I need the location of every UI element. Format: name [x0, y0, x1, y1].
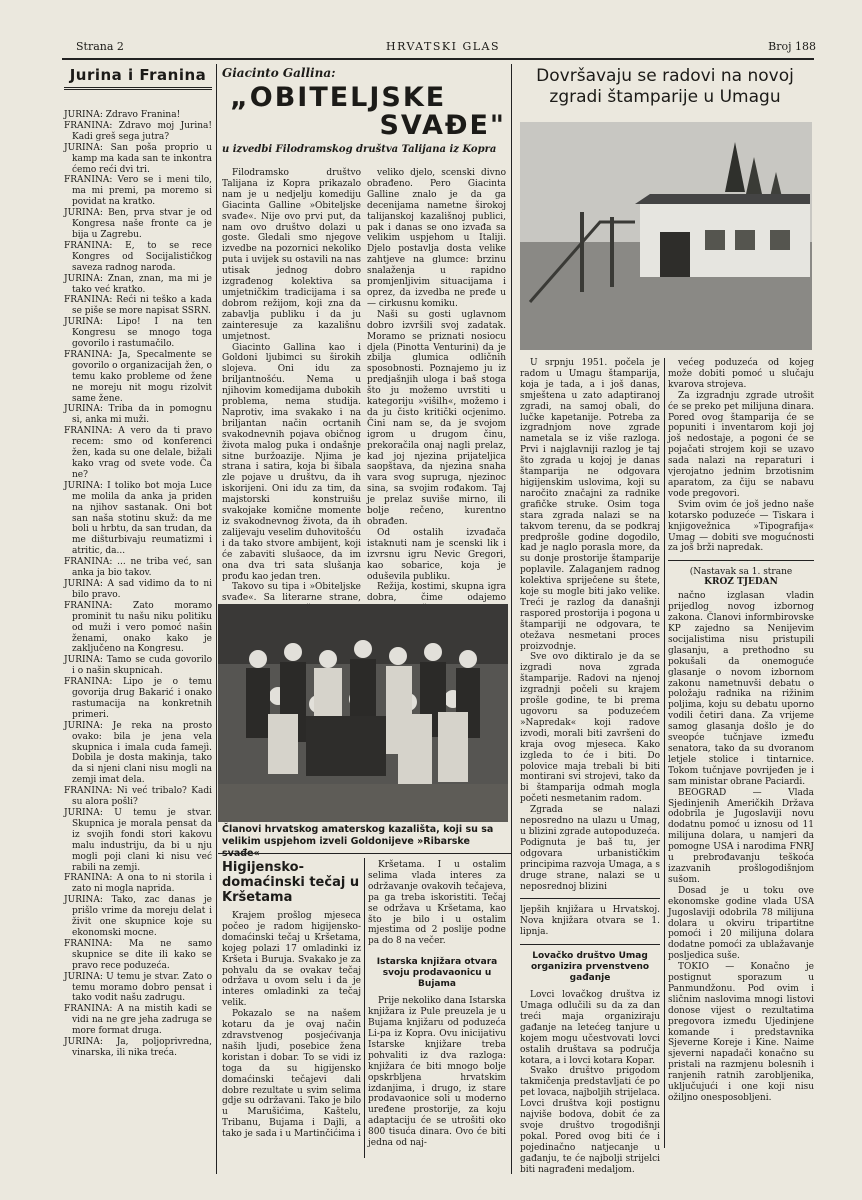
paragraph: JURINA: Zdravo Franina!	[64, 110, 181, 120]
paragraph: Sve ovo diktiralo je da se izgradi nova zgrada štamparije. Radovi na njenoj izgradnji počeli su krajem prošle godine, te bi prema ugovoru sa poduzećem »Napredak« koji radove izvodi, morali biti završeni do kraja ovog mjeseca. Kako izgleda to će i biti. Do polovice maja trebali bi biti montirani svi strojevi, tako da bi štamparija odmah mogla početi nesmetanim radom.	[520, 652, 660, 805]
paragraph: JURINA: Je reka na prosto ovako: bila je jena vela skupnica i imala cuda famejì. Dobila je dosta makinja, tako da si njeni clani nisu mogli na zemji imat dela.	[64, 720, 212, 786]
column-title: Jurina i Franina	[64, 66, 212, 90]
paragraph: Naši su gosti uglavnom dobro izvršili svoj zadatak. Moramo se priznati nosiocu djela (Pinotta Venturini) da je zbilja glumica odličnih sposobnosti. Poznajemo ju iz predjašnjih uloga i baš stoga što ju možemo uvrstiti u kategoriju »višilh«, možemo i da ju čisto kritički ocjenimo. Čini nam se, da je svojom igrom u drugom činu, prekoračila onaj nagli prelaz, kad joj njezina prijateljica saopštava, da njezina snaha vara svog supruga, njezinoc sina, sa svojim rođakom. Taj je prelaz suviše mirno, ili bolje rečeno, kurentno obrađen.	[367, 309, 506, 527]
paragraph: JURINA: Znan, znan, ma mi je tako već kratko.	[64, 273, 212, 295]
paragraph: JURINA: Ja, poljoprivredna, vinarska, ili nika treća.	[64, 1037, 212, 1058]
paragraph: načno izglasan vladin prijedlog novog izbornog zakona. Članovi informbirovske KP zajedno sa Nenijevim socijalistima nisu pristupili glasanju, a prethodno su pokušali da onemoguće glasanje o novom izbornom zakonu nametnuvši debatu o položaju radnika na rižinim poljima, koju su debatu uporno vodili četiri dana. Za vrijeme samog glasanja došlo je do sveopće tučnjave između senatora, tako da su dvoranom letjele stolice i tintarnice. Tokom tučnjave povrijeđen je i sam ministar obrane Paciardi.	[668, 591, 814, 787]
photo-caption: Članovi hrvatskog amaterskog kazališta, koji su sa velikim uspjehom izveli Goldonijeve »Ribarske	[222, 824, 494, 847]
paragraph: FRANINA: E, to se rece Kongres od Socijalističkog saveza radnog naroda.	[64, 240, 212, 273]
paragraph: FRANINA: Vero se i meni tilo, ma mi premi, pa moremo si povidat na kratko.	[64, 175, 212, 208]
paragraph: JURINA: A sad vidimo da to ni bilo pravo.	[64, 578, 212, 600]
issue-number: Broj 188	[768, 40, 816, 53]
paragraph: Lovci lovačkog društva iz Umaga odlučili su da za dan treći maja organiziraju gađanje na letećeg tanjure u kojem mogu učestvovati lovci ostalih društava sa područja kotara, a i lovci kotara Kopar.	[520, 990, 660, 1066]
knjizara-article	[368, 860, 506, 1160]
page-header	[76, 40, 816, 58]
paragraph: FRANINA: Ni već tribalo? Kadi su alora pošli?	[64, 786, 212, 808]
paragraph: BEOGRAD — Vlada Sjedinjenih Američkih Država odobrila je Jugoslaviji novu dodatnu pomoć u iznosu od 11 milijuna dolara, u namjeri da pomogne USA i narodima FNRJ u prebrođavanju teškoća izazvanih prošlogodišnjom sušom.	[668, 787, 814, 885]
paragraph: veliko djelo, scenski divno obrađeno. Pero Giacinta Galline znalo je da ga decenijama nametne širokoj talijanskoj kazališnoj publici, pak i danas se ono izvađa sa velikim uspjehom u Italiji. Djelo postavlja dosta velike zahtjeve na glumce: brzinu snalaženja u rapidno promjenljivim situacijama i oprez, da izvedba ne pređe u — cirkusnu komiku.	[367, 168, 506, 309]
paragraph: JURINA: I toliko bot moja Luce me molila da anka ja priden na njihov sastanak. Oni bot san naša stotinu skuž: da me boli u hrbtu, da san trudan, da me dišturbivaju reumatizmi i atritic, da...	[64, 480, 212, 557]
paragraph: Svim ovim će još jedno naše kotarsko poduzeće — Tiskara i knjigovežnica »Tipografija« Umag — dobiti sve mogućnosti za još brži napredak.	[668, 499, 814, 554]
paragraph: Takovo su tipa i »Obiteljske svađe«. Sa literarne strane,	[222, 582, 361, 604]
paragraph: JURINA: U temu je stvar. Skupnica je morala pensat da iz svojih fondi stori kakovu malu industriju, da bi u nju mogli poji clani ki nisu već rabili na zemji.	[64, 808, 212, 873]
obiteljske-svade-header	[222, 66, 506, 166]
paragraph: JURINA: U temu je stvar. Zato o temu moramo dobro pensat i tako vodit našu zadrugu.	[64, 971, 212, 1004]
column-divider	[364, 858, 365, 1158]
knjizara-title: Istarska knjižara otvara svoju prodavaonicu u Bujama	[376, 957, 498, 990]
article-column	[367, 168, 506, 604]
paragraph: JURINA: Tako, zac danas je prišlo vrime da moreju delat i živit one skupnice koje su ekonomski mocne.	[64, 895, 212, 938]
paragraph: Od ostalih izvađača istaknuti nam je scenski lik i izvrsnu igru Nevic Gregori, kao sobarice, koja je oduševila publiku.	[367, 527, 506, 582]
dialogue	[64, 110, 212, 1059]
paragraph: Režija, kostimi, skupna igra dobra, čime odajemo	[367, 582, 506, 604]
stamparija-right-column	[668, 358, 814, 1148]
article-column	[222, 168, 361, 604]
paragraph: FRANINA: Zdravo moj Jurina! Kadi greš sega jutra?	[64, 120, 212, 142]
theatre-group-photo	[218, 604, 508, 822]
paragraph: U srpnju 1951. počela je radom u Umagu štamparija, koja je tada, a i još danas, smještena u zato adaptiranoj zgradi, na samoj obali, do lučke kapetanije. Potreba za izgradnjom nove zgrade nametala se iz više razloga. Prvi i najglavniji razlog je taj što zgrada u kojoj je danas štamparija ne odgovara higijenskim uslovima, koji su naročito značajni za radnike grafičke struke. Osim toga stara zgrada nalazi se na takvom terenu, da se podkraj predprošle godine dogodilo, kad je naglo porasla more, da su donje prostorije štamparije poplavile. Zalaganjem radnog kolektiva spriječene su štete, koje su mogle biti jako velike. Treći je razlog da današnji raspored prostorija i pogona u štampariji ne odgovara, te otežava nesmetani proces proizvodnje.	[520, 358, 660, 652]
lovacko-title: Lovačko društvo Umag organizira prvenstveno gađanje	[530, 951, 650, 984]
tjedan-intro: (Nastavak sa 1. strane	[689, 567, 793, 578]
paragraph: JURINA: Lipo! I na ten Kongresu se mnogo toga govorilo i rastumačilo.	[64, 317, 212, 350]
paragraph: FRANINA: Reći ni teško a kada se piše se more napisat SSRN.	[64, 295, 212, 317]
stamparija-left-column	[520, 358, 660, 1175]
paragraph: Krajem prošlog mjeseca počeo je radom higijensko-domaćinski tečaj u Kršetama, kojeg polazi 17 omladinki iz Kršeta i Buruja. Svakako je za pohvalu da se ovakav tečaj održava u ovom selu i da je interes omladinki za tečaj velik.	[222, 911, 361, 1009]
paragraph: FRANINA: Ja, Specalmente se govorilo o organizacijah žen, o temu kako probleme od žene ne moreju nit mogu rizolvit same žene.	[64, 349, 212, 404]
section-rule	[218, 853, 511, 854]
paragraph: JURINA: San poša proprio u kamp ma kada san te inkontra ćemo reći dvi tri.	[64, 142, 212, 175]
paragraph: FRANINA: Zato moramo prominit tu našu niku politiku od muži i vero pomoć našin ženami, onako kako je zaključeno na Kongresu.	[64, 600, 212, 655]
article-title-line2: SVAĐE"	[379, 110, 506, 141]
paragraph: FRANINA: A na mistih kadi se vidi na ne gre jeha zadruga se more format druga.	[64, 1004, 212, 1037]
tecaj-title: Higijensko-domaćinski tečaj u Kršetama	[222, 860, 360, 905]
paragraph: Za izgradnju zgrade utrošit će se preko pet milijuna dinara. Pored ovog štamparija će se popuniti i inventarom koji joj još nedostaje, a pogoni će se pojačati strojem koji se uzavo sada nalazi na reparaturi i vjerojatno jednim brzotisnim aparatom, za čiju se nabavu vode pregovori.	[668, 390, 814, 499]
stamparija-title: Dovršavaju se radovi na novoj zgradi štamparije u Umagu	[536, 66, 794, 107]
article-subtitle: u izvedbi Filodramskog društva Talijana iz Kopra	[222, 144, 497, 155]
newspaper-name: HRVATSKI GLAS	[386, 40, 501, 53]
column-divider	[216, 64, 217, 1174]
knjizara-continuation: ljepših knjižara u Hrvatskoj. Nova knjižara otvara se 1. lipnja.	[520, 905, 660, 938]
page-number: Strana 2	[76, 40, 124, 53]
stamparija-header	[516, 66, 814, 116]
paragraph: Prije nekoliko dana Istarska knjižara iz Pule preuzela je u Bujama knjižaru od poduzeća Li-pa iz Kopra. Ovu inicijativu Istarske knjižare treba pohvaliti iz dva razloga: knjižara će biti mnogo bolje opskrbljena hrvatskim izdanjima, i drugo, iz stare prodavaonice soli u moderno uređene prostorije, za koju adaptaciju će se utrošiti oko 800 tisuća dinara. Ovo će biti jedna od naj-	[368, 996, 506, 1149]
paragraph: Svako društvo prigodom takmičenja predstavljati će po pet lovaca, najboljih strijelaca. Lovci društva koji postignu najviše bodova, dobit će za svoje društvo trogodišnji pokal. Pored ovog biti će i pojedinačno natjecanje u gađanju, te će najbolji strijelci biti nagrađeni medaljom.	[520, 1066, 660, 1175]
column-divider	[511, 64, 512, 1174]
paragraph: Zgrada se nalazi neposredno na ulazu u Umag, u blizini zgrade autopoduzeća. Podignuta je baš tu, jer odgovara urbanističkim principima razvoja Umaga, a s druge strane, nalazi se u neposrednoj blizini	[520, 805, 660, 892]
printing-house-photo	[520, 122, 812, 350]
paragraph: Dosad je u toku ove ekonomske godine vlada USA Jugoslaviji odobrila 78 milijuna dolara u okviru tripartitne pomoći i 20 milijuna dolara dodatne pomoći za ublažavanje posljedica suše.	[668, 885, 814, 962]
paragraph: Giacinto Gallina kao i Goldoni ljubimci su širokih slojeva. Oni idu za briljantnošću. Nema u njihovim komedijama dubokih problema, nema studija. Naprotiv, ima svakako i na briljantan način ocrtanih svakodnevnih pojava običnog života malog puka i ondašnje sitne buržoazije. Njima je strana i satira, koja bi šibala zle pojave u društvu, da ih iskorijeni. Oni idu za tim, da majstorski konstruišu svakojake komične momente iz svakodnevnog života, da ih zalijevaju veselim duhovitošću i da tako stvore ambijent, koji će zabaviti slušaoce, da im ona dva tri sata slušanja prođu kao jedan tren.	[222, 342, 361, 582]
paragraph: JURINA: Triba da in pomognu si, anka mi muži.	[64, 404, 212, 426]
paragraph: FRANINA: Ma ne samo skupnice se dite ili kako se pravo rece poduzeća.	[64, 938, 212, 971]
tecaj-article	[222, 860, 361, 1160]
tjedan-title: KROZ TJEDAN	[704, 577, 778, 588]
paragraph: Pokazalo se na našem kotaru da je ovaj način zdravstvenog posjećivanja naših ljudi, posebice žena koristan i dobar. To se vidi iz toga da su higijensko domaćinski tečajevi dali dobre rezultate u svim selima gdje su održavani. Tako je bilo u Marušićima, Kaštelu, Tribanu, Bujama i Dajli, a tako je sada i u Martinčićima i	[222, 1009, 361, 1140]
paragraph: većeg poduzeća od kojeg može dobiti pomoć u slučaju kvarova strojeva.	[668, 358, 814, 390]
paragraph: JURINA: Ben, prva stvar je od Kongresa naše fronte ca je bija u Zagrebu.	[64, 208, 212, 240]
paragraph: FRANINA: ... ne triba već, san anka ja bio takov.	[64, 557, 212, 579]
header-rule	[62, 58, 814, 60]
article-author: Giacinto Gallina:	[222, 66, 336, 80]
paragraph: Kršetama. I u ostalim selima vlada interes za održavanje ovakovih tečajeva, pa ga treba iskoristiti. Tečaj se održava u Kršetama, kao što je bilo i u ostalim mjestima od 2 poslije podne pa do 8 na večer.	[368, 860, 506, 947]
paragraph: Filodramsko društvo Talijana iz Kopra prikazalo nam je u nedjelju komediju Giacinta Galline »Obiteljske svađe«. Nije ovo prvi put, da nam ovo društvo dolazi u goste. Gledali smo njegove izvedbe na pozornici nekoliko puta i uvijek su ostavili na nas utisak jednog dobro izgrađenog kolektiva sa umjetničkim tradicijama i sa dobrom režijom, koji zna da zabavlja publiku i da ju zainteresuje za kazališnu umjetnost.	[222, 168, 361, 342]
paragraph: FRANINA: A ona to ni storila i zato ni mogla naprida.	[64, 873, 212, 895]
paragraph: TOKIO — Konačno je postignut sporazum u Panmundžonu. Pod ovim i sličnim naslovima mnogi listovi donose vijest o rezultatima pregovora između Ujedinjene komande i predstavnika Sjeverne Koreje i Kine. Naime sjeverni napadači konačno su pristali na razmjenu bolesnih i ranjenih ratnih zarobljenika, uključujući i one koji nisu ožiljno onesposobljeni.	[668, 962, 814, 1103]
column-divider	[664, 358, 665, 1148]
article-title-line1: „OBITELJSKE	[230, 82, 447, 113]
paragraph: FRANINA: A vero da ti pravo recem: smo od konferenci žen, kada su one delale, bižali kako vrag od svete vode. Ča ne?	[64, 426, 212, 480]
paragraph: JURINA: Tamo se cuda govorilo i o našin skupnicah.	[64, 655, 212, 677]
jurina-franina-column	[64, 66, 212, 1136]
paragraph: FRANINA: Lipo je o temu govorija drug Bakarić i onako rastumacija na konkretnih primeri.	[64, 677, 212, 720]
